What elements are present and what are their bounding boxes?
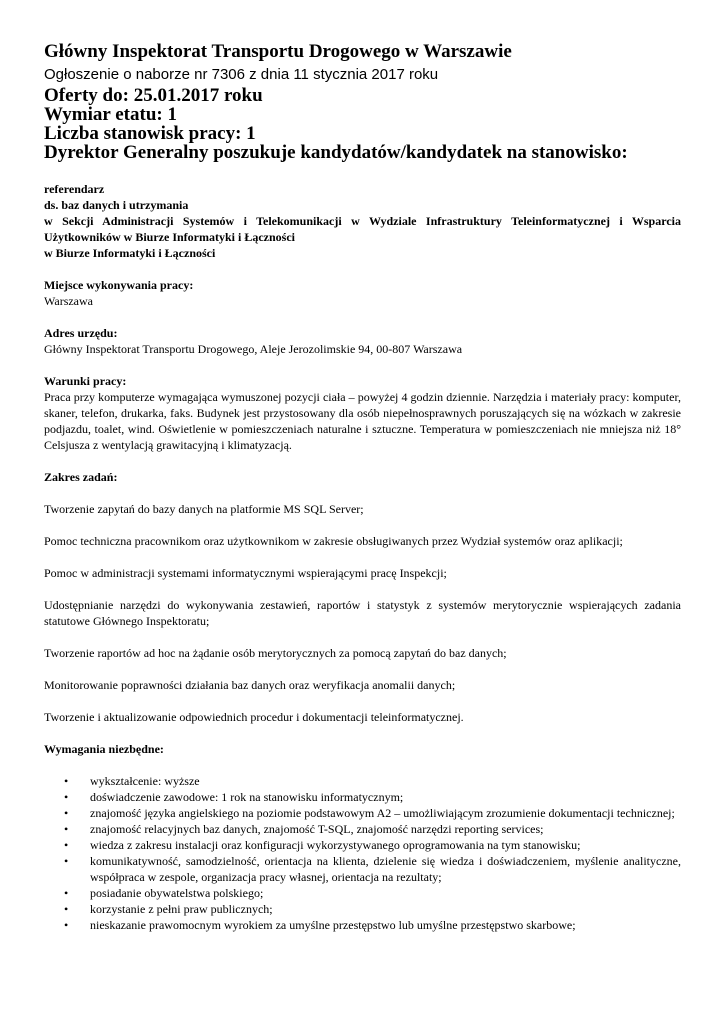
deadline-line: Oferty do: 25.01.2017 roku	[44, 85, 263, 106]
announcement-line: Ogłoszenie o naborze nr 7306 z dnia 11 stycznia 2017 roku	[44, 66, 439, 83]
requirement-text: doświadczenie zawodowe: 1 rok na stanowisku informatycznym;	[90, 790, 404, 804]
requirement-text: znajomość relacyjnych baz danych, znajomość T-SQL, znajomość narzędzi reporting services;	[90, 822, 544, 836]
list-item	[44, 773, 681, 789]
list-item	[44, 917, 681, 933]
list-item	[44, 789, 681, 805]
position-block	[44, 181, 681, 261]
address-label: Adres urzędu:	[44, 326, 118, 340]
director-line: Dyrektor Generalny poszukuje kandydatów/kandydatek na stanowisko:	[44, 142, 628, 163]
task-item: Udostępnianie narzędzi do wykonywania zestawień, raportów i statystyk z systemów merytorycznie wspierających zadania statutowe Głównego Inspektoratu;	[44, 598, 681, 628]
org-title: Główny Inspektorat Transportu Drogowego w Warszawie	[44, 41, 512, 62]
bullet-icon: •	[64, 790, 69, 804]
list-item	[44, 901, 681, 917]
position-line-2: ds. baz danych i utrzymania	[44, 198, 189, 212]
requirements-label: Wymagania niezbędne:	[44, 742, 164, 756]
bullet-icon: •	[64, 902, 69, 916]
conditions-value: Praca przy komputerze wymagająca wymuszonej pozycji ciała – powyżej 4 godzin dziennie. Narzędzia i materiały pracy: komputer, skaner, telefon, drukarka, faks. Budynek jest przystosowany dla osób niepełnosprawnych poruszających się na wózkach w zakresie podjazdu, toalet, wind. Oświetlenie w pomieszczeniach naturalne i sztuczne. Temperatura w pomieszczeniach nie mniejsza niż 18° Celsjusza z wentylacją grawitacyjną i klimatyzacją.	[44, 390, 681, 452]
bullet-icon: •	[64, 806, 69, 820]
list-item	[44, 821, 681, 837]
bullet-icon: •	[64, 774, 69, 788]
task-item: Tworzenie zapytań do bazy danych na platformie MS SQL Server;	[44, 502, 364, 516]
requirement-text: znajomość języka angielskiego na poziomie podstawowym A2 – umożliwiającym zrozumienie dokumentacji technicznej;	[90, 806, 675, 820]
position-line-4: w Biurze Informatyki i Łączności	[44, 246, 216, 260]
task-item: Tworzenie raportów ad hoc na żądanie osób merytorycznych za pomocą zapytań do baz danych;	[44, 646, 507, 660]
list-item	[44, 837, 681, 853]
requirement-text: posiadanie obywatelstwa polskiego;	[90, 886, 264, 900]
bullet-icon: •	[64, 822, 69, 836]
requirement-text: komunikatywność, samodzielność, orientacja na klienta, dzielenie się wiedza i doświadczeniem, myślenie analityczne, współpraca w zespole, organizacja pracy własnej, orientacja na rezultaty;	[90, 854, 681, 884]
position-title: referendarz	[44, 182, 105, 196]
conditions-section	[44, 373, 681, 453]
positions-line: Liczba stanowisk pracy: 1	[44, 123, 256, 144]
requirements-list	[44, 773, 681, 933]
address-section	[44, 325, 681, 357]
bullet-icon: •	[64, 918, 69, 932]
workplace-section	[44, 277, 681, 309]
bullet-icon: •	[64, 854, 69, 868]
task-item: Monitorowanie poprawności działania baz danych oraz weryfikacja anomalii danych;	[44, 678, 456, 692]
requirement-text: wykształcenie: wyższe	[90, 774, 200, 788]
requirement-text: wiedza z zakresu instalacji oraz konfiguracji wykorzystywanego oprogramowania na tym stanowisku;	[90, 838, 581, 852]
requirement-text: korzystanie z pełni praw publicznych;	[90, 902, 273, 916]
list-item	[44, 853, 681, 885]
tasks-label: Zakres zadań:	[44, 470, 118, 484]
conditions-label: Warunki pracy:	[44, 374, 127, 388]
task-item: Pomoc w administracji systemami informatycznymi wspierającymi pracę Inspekcji;	[44, 566, 447, 580]
address-value: Główny Inspektorat Transportu Drogowego, Aleje Jerozolimskie 94, 00-807 Warszawa	[44, 342, 463, 356]
fte-line: Wymiar etatu: 1	[44, 104, 177, 125]
position-line-3: w Sekcji Administracji Systemów i Telekomunikacji w Wydziale Infrastruktury Teleinformatycznej i Wsparcia Użytkowników w Biurze Informatyki i Łączności	[44, 214, 681, 244]
bullet-icon: •	[64, 886, 69, 900]
requirement-text: nieskazanie prawomocnym wyrokiem za umyślne przestępstwo lub umyślne przestępstwo skarbowe;	[90, 918, 576, 932]
bullet-icon: •	[64, 838, 69, 852]
list-item	[44, 885, 681, 901]
task-item: Tworzenie i aktualizowanie odpowiednich procedur i dokumentacji teleinformatycznej.	[44, 710, 464, 724]
workplace-value: Warszawa	[44, 294, 94, 308]
task-item: Pomoc techniczna pracownikom oraz użytkownikom w zakresie obsługiwanych przez Wydział systemów oraz aplikacji;	[44, 534, 623, 548]
list-item	[44, 805, 681, 821]
workplace-label: Miejsce wykonywania pracy:	[44, 278, 194, 292]
